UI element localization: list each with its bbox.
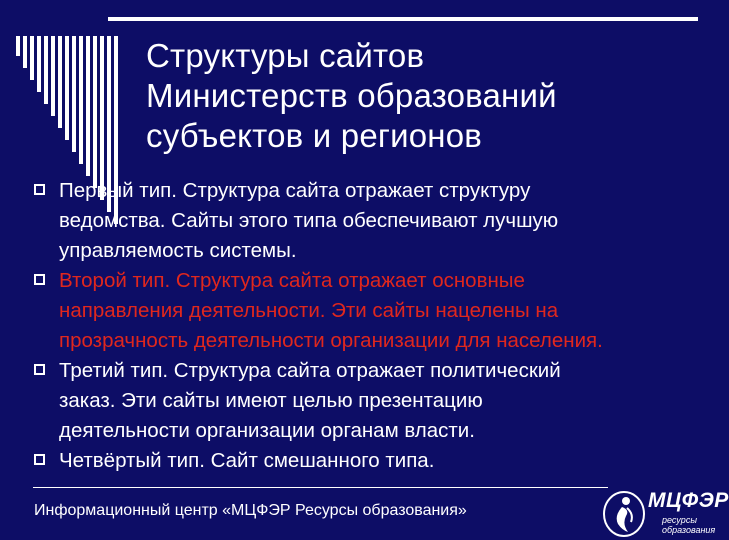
- bullet-line: Второй тип. Структура сайта отражает основные: [59, 269, 525, 292]
- bullet-item: [34, 446, 714, 476]
- bullet-item: [34, 356, 714, 446]
- title-line: субъектов и регионов: [146, 117, 482, 154]
- title-line: Министерств образований: [146, 77, 557, 114]
- bullet-list: [34, 176, 714, 476]
- bullet-item: [34, 176, 714, 266]
- bullet-line: направления деятельности. Эти сайты нацелены на: [59, 299, 559, 322]
- hollow-square-icon: [34, 274, 45, 285]
- logo-figure-icon: [600, 488, 648, 538]
- bullet-line: Третий тип. Структура сайта отражает политический: [59, 359, 561, 382]
- organization-logo: [600, 486, 729, 538]
- logo-name: МЦФЭР: [648, 489, 729, 512]
- top-rule: [108, 17, 698, 21]
- bullet-item: [34, 266, 714, 356]
- title-line: Структуры сайтов: [146, 37, 425, 74]
- slide-title: [146, 36, 706, 156]
- hollow-square-icon: [34, 364, 45, 375]
- bullet-line: управляемость системы.: [59, 239, 297, 262]
- bullet-line: деятельности организации органам власти.: [59, 419, 475, 442]
- logo-subtitle-line: образования: [662, 525, 716, 535]
- bottom-rule: [33, 487, 608, 488]
- bullet-line: ведомства. Сайты этого типа обеспечивают лучшую: [59, 209, 559, 232]
- logo-subtitle: [662, 515, 715, 535]
- hollow-square-icon: [34, 454, 45, 465]
- bullet-line: Четвёртый тип. Сайт смешанного типа.: [59, 449, 435, 472]
- bullet-line: Первый тип. Структура сайта отражает структуру: [59, 179, 531, 202]
- bullet-line: прозрачность деятельности организации для населения.: [59, 329, 603, 352]
- footer-text: Информационный центр «МЦФЭР Ресурсы образования»: [34, 502, 467, 519]
- logo-subtitle-line: ресурсы: [662, 515, 697, 525]
- bullet-line: заказ. Эти сайты имеют целью презентацию: [59, 389, 483, 412]
- hollow-square-icon: [34, 184, 45, 195]
